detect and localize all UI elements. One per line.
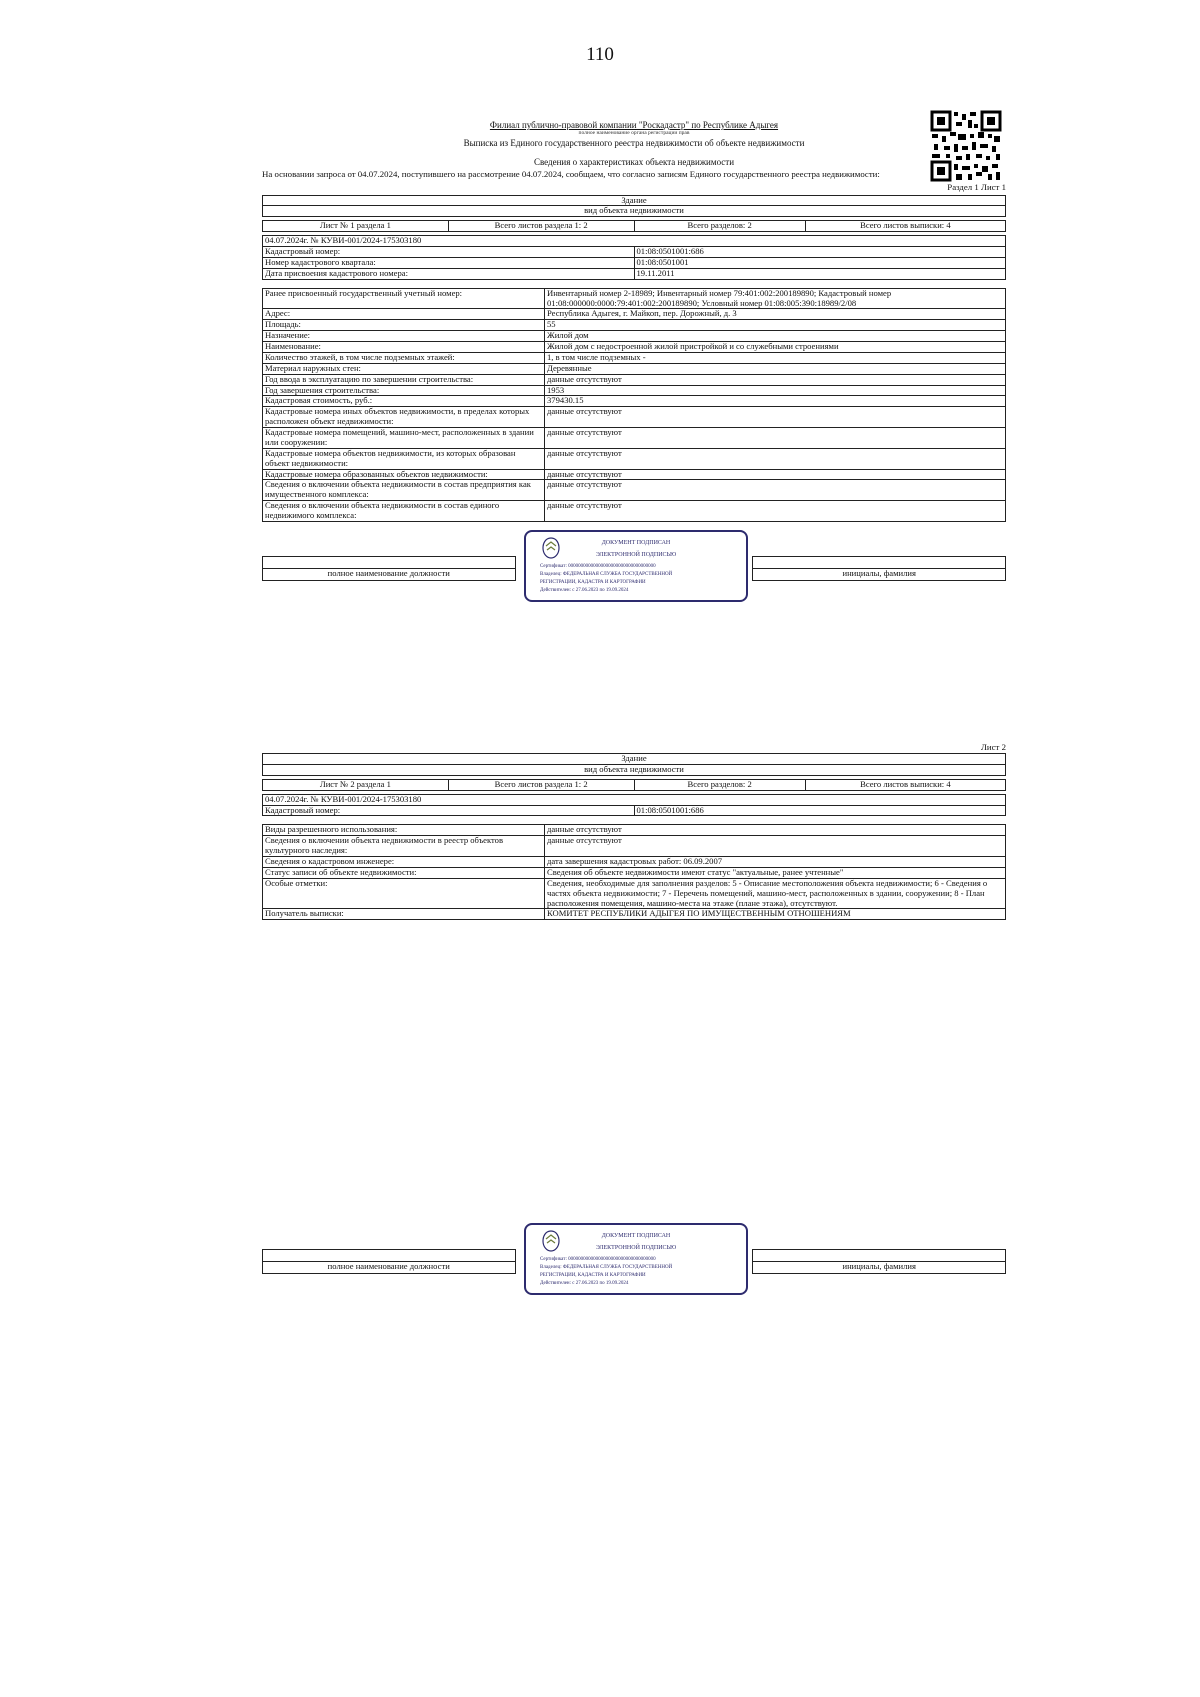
table-row: [263, 878, 1006, 909]
object-type-caption: вид объекта недвижимости: [263, 206, 1006, 217]
table-row: [263, 385, 1006, 396]
stamp-line-2: ЭЛЕКТРОННОЙ ПОДПИСЬЮ: [595, 551, 677, 558]
row-value: Жилой дом с недостроенной жилой пристройкой и со служебными строениями: [545, 342, 1006, 353]
object-type: Здание: [263, 195, 1006, 206]
row-value: Жилой дом: [545, 331, 1006, 342]
row-key: Кадастровые номера объектов недвижимости, из которых образован объект недвижимости:: [263, 448, 545, 469]
row-key: Кадастровые номера иных объектов недвижимости, в пределах которых расположен объект недвижимости:: [263, 407, 545, 428]
signature-block-2: [262, 1223, 1006, 1286]
row-value: данные отсутствуют: [545, 374, 1006, 385]
row-value: Деревянные: [545, 363, 1006, 374]
table-row: [263, 320, 1006, 331]
extract-sheet-2: [262, 742, 1006, 920]
stamp-owner: Владелец: ФЕДЕРАЛЬНАЯ СЛУЖБА ГОСУДАРСТВЕННОЙ: [540, 571, 673, 577]
row-key: Кадастровый номер:: [263, 805, 635, 816]
stamp-validity: Действителен: с 27.06.2023 по 19.09.2024: [540, 587, 629, 593]
doc-reference: 04.07.2024г. № КУВИ-001/2024-175303180: [263, 236, 1006, 247]
table-row: [263, 257, 1006, 268]
stamp-certificate: Сертификат: 00000000000000000000000000000000000: [540, 563, 656, 569]
row-value: дата завершения кадастровых работ: 06.09.2007: [545, 857, 1006, 868]
row-key: Сведения о включении объекта недвижимости в состав единого недвижимого комплекса:: [263, 501, 545, 522]
page-number: 110: [586, 44, 614, 65]
extract-title: Выписка из Единого государственного реестра недвижимости об объекте недвижимости: [463, 137, 805, 148]
table-row: [263, 342, 1006, 353]
qr-code-icon: [930, 110, 1002, 182]
row-value: КОМИТЕТ РЕСПУБЛИКИ АДЫГЕЯ ПО ИМУЩЕСТВЕННЫМ ОТНОШЕНИЯМ: [545, 909, 1006, 920]
row-key: Наименование:: [263, 342, 545, 353]
row-key: Кадастровый номер:: [263, 247, 635, 258]
sheets-in-section: Всего листов раздела 1: 2: [448, 221, 634, 232]
characteristics-table: [262, 824, 1006, 920]
row-key: Статус записи об объекте недвижимости:: [263, 867, 545, 878]
extract-sheet-1: [262, 120, 1006, 593]
row-key: Материал наружных стен:: [263, 363, 545, 374]
table-row: [263, 805, 1006, 816]
row-key: Кадастровая стоимость, руб.:: [263, 396, 545, 407]
registration-table: [262, 235, 1006, 280]
table-row: [263, 469, 1006, 480]
name-caption: инициалы, фамилия: [753, 1262, 1006, 1274]
row-value: 1953: [545, 385, 1006, 396]
row-key: Год ввода в эксплуатацию по завершении строительства:: [263, 374, 545, 385]
org-caption: полное наименование органа регистрации прав: [578, 130, 690, 137]
row-key: Назначение:: [263, 331, 545, 342]
row-key: Кадастровые номера помещений, машино-мест, расположенных в здании или сооружении:: [263, 428, 545, 449]
basis-text: На основании запроса от 04.07.2024, поступившего на рассмотрение 04.07.2024, сообщаем, что согласно записям Единого государственного реестра недвижимости:: [262, 169, 880, 180]
row-value: данные отсутствуют: [545, 407, 1006, 428]
row-key: Количество этажей, в том числе подземных этажей:: [263, 352, 545, 363]
table-row: [263, 448, 1006, 469]
signature-block: [262, 1223, 1006, 1286]
row-key: Площадь:: [263, 320, 545, 331]
stamp-line-2: ЭЛЕКТРОННОЙ ПОДПИСЬЮ: [595, 1245, 677, 1251]
sheet-label: Раздел 1 Лист 1: [947, 182, 1006, 193]
row-key: Ранее присвоенный государственный учетный номер:: [263, 288, 545, 309]
row-value: данные отсутствуют: [545, 428, 1006, 449]
row-key: Сведения о включении объекта недвижимости в состав предприятия как имущественного комплекса:: [263, 480, 545, 501]
row-value: 19.11.2011: [634, 268, 1006, 279]
stamp-line-1: ДОКУМЕНТ ПОДПИСАН: [601, 539, 671, 546]
table-row: [263, 363, 1006, 374]
table-row: [263, 428, 1006, 449]
row-key: Дата присвоения кадастрового номера:: [263, 268, 635, 279]
object-type-caption: вид объекта недвижимости: [263, 764, 1006, 775]
row-value: 01:08:0501001: [634, 257, 1006, 268]
row-key: Номер кадастрового квартала:: [263, 257, 635, 268]
sections-total: Всего разделов: 2: [634, 779, 805, 790]
row-value: 55: [545, 320, 1006, 331]
object-type: Здание: [263, 754, 1006, 765]
sheet-info-table: [262, 779, 1006, 791]
table-row: [263, 374, 1006, 385]
table-row: [263, 407, 1006, 428]
table-row: [263, 909, 1006, 920]
e-signature-stamp: [524, 1223, 748, 1295]
registration-table: [262, 794, 1006, 817]
row-value: данные отсутствуют: [545, 469, 1006, 480]
row-value: Сведения об объекте недвижимости имеют статус "актуальные, ранее учтенные": [545, 867, 1006, 878]
stamp-validity: Действителен: с 27.06.2023 по 19.09.2024: [540, 1281, 629, 1286]
row-value: 01:08:0501001:686: [634, 247, 1006, 258]
row-value: 379430.15: [545, 396, 1006, 407]
stamp-owner-2: РЕГИСТРАЦИИ, КАДАСТРА И КАРТОГРАФИИ: [540, 1273, 646, 1278]
sheet-number: Лист № 2 раздела 1: [263, 779, 449, 790]
section-title: Сведения о характеристиках объекта недвижимости: [533, 157, 735, 167]
row-value: Сведения, необходимые для заполнения разделов: 5 - Описание местоположения объекта недвижимости; 6 - Сведения о частях объекта недвижимости; 7 - Перечень помещений, машино-мест, расположенных в здании, сооружении; 8 - План расположения помещения, машино-места на этаже (плане этажа), отсутствуют.: [545, 878, 1006, 909]
table-row: [263, 268, 1006, 279]
row-key: Виды разрешенного использования:: [263, 825, 545, 836]
row-value: Инвентарный номер 2-18989; Инвентарный номер 79:401:002:200189890; Кадастровый номер 01:08:000000:0000:79:401:002:200189890; Условный номер 01:08:005:390:18989/2/08: [545, 288, 1006, 309]
sheet-number: Лист № 1 раздела 1: [263, 221, 449, 232]
row-key: Получатель выписки:: [263, 909, 545, 920]
stamp-owner-2: РЕГИСТРАЦИИ, КАДАСТРА И КАРТОГРАФИИ: [540, 579, 646, 585]
table-row: [263, 309, 1006, 320]
signature-block: [262, 530, 1006, 593]
table-row: [263, 352, 1006, 363]
org-name: Филиал публично-правовой компании "Роскадастр" по Республике Адыгея: [489, 120, 779, 130]
table-row: [263, 867, 1006, 878]
object-type-table: [262, 753, 1006, 776]
row-key: Особые отметки:: [263, 878, 545, 909]
row-key: Сведения о включении объекта недвижимости в реестр объектов культурного наследия:: [263, 836, 545, 857]
row-key: Кадастровые номера образованных объектов недвижимости:: [263, 469, 545, 480]
table-row: [263, 825, 1006, 836]
sheet-label: Лист 2: [980, 742, 1006, 752]
row-value: данные отсутствуют: [545, 480, 1006, 501]
stamp-certificate: Сертификат: 00000000000000000000000000000000000: [540, 1257, 656, 1262]
sections-total: Всего разделов: 2: [634, 221, 805, 232]
sheet-info-table: [262, 220, 1006, 232]
sheets-in-section: Всего листов раздела 1: 2: [448, 779, 634, 790]
object-type-table: [262, 195, 1006, 218]
row-key: Год завершения строительства:: [263, 385, 545, 396]
name-caption: инициалы, фамилия: [753, 568, 1006, 580]
table-row: [263, 396, 1006, 407]
row-key: Адрес:: [263, 309, 545, 320]
table-row: [263, 836, 1006, 857]
stamp-owner: Владелец: ФЕДЕРАЛЬНАЯ СЛУЖБА ГОСУДАРСТВЕННОЙ: [540, 1265, 673, 1270]
table-row: [263, 288, 1006, 309]
row-key: Сведения о кадастровом инженере:: [263, 857, 545, 868]
row-value: 1, в том числе подземных -: [545, 352, 1006, 363]
position-caption: полное наименование должности: [263, 568, 516, 580]
table-row: [263, 247, 1006, 258]
sheets-total: Всего листов выписки: 4: [805, 779, 1005, 790]
stamp-line-1: ДОКУМЕНТ ПОДПИСАН: [601, 1233, 671, 1239]
e-signature-stamp: [524, 530, 748, 602]
doc-reference: 04.07.2024г. № КУВИ-001/2024-175303180: [263, 794, 1006, 805]
table-row: [263, 331, 1006, 342]
table-row: [263, 501, 1006, 522]
table-row: [263, 857, 1006, 868]
row-value: Республика Адыгея, г. Майкоп, пер. Дорожный, д. 3: [545, 309, 1006, 320]
sheets-total: Всего листов выписки: 4: [805, 221, 1005, 232]
row-value: данные отсутствуют: [545, 825, 1006, 836]
row-value: 01:08:0501001:686: [634, 805, 1006, 816]
row-value: данные отсутствуют: [545, 448, 1006, 469]
position-caption: полное наименование должности: [263, 1262, 516, 1274]
row-value: данные отсутствуют: [545, 501, 1006, 522]
table-row: [263, 480, 1006, 501]
characteristics-table: [262, 288, 1006, 522]
row-value: данные отсутствуют: [545, 836, 1006, 857]
